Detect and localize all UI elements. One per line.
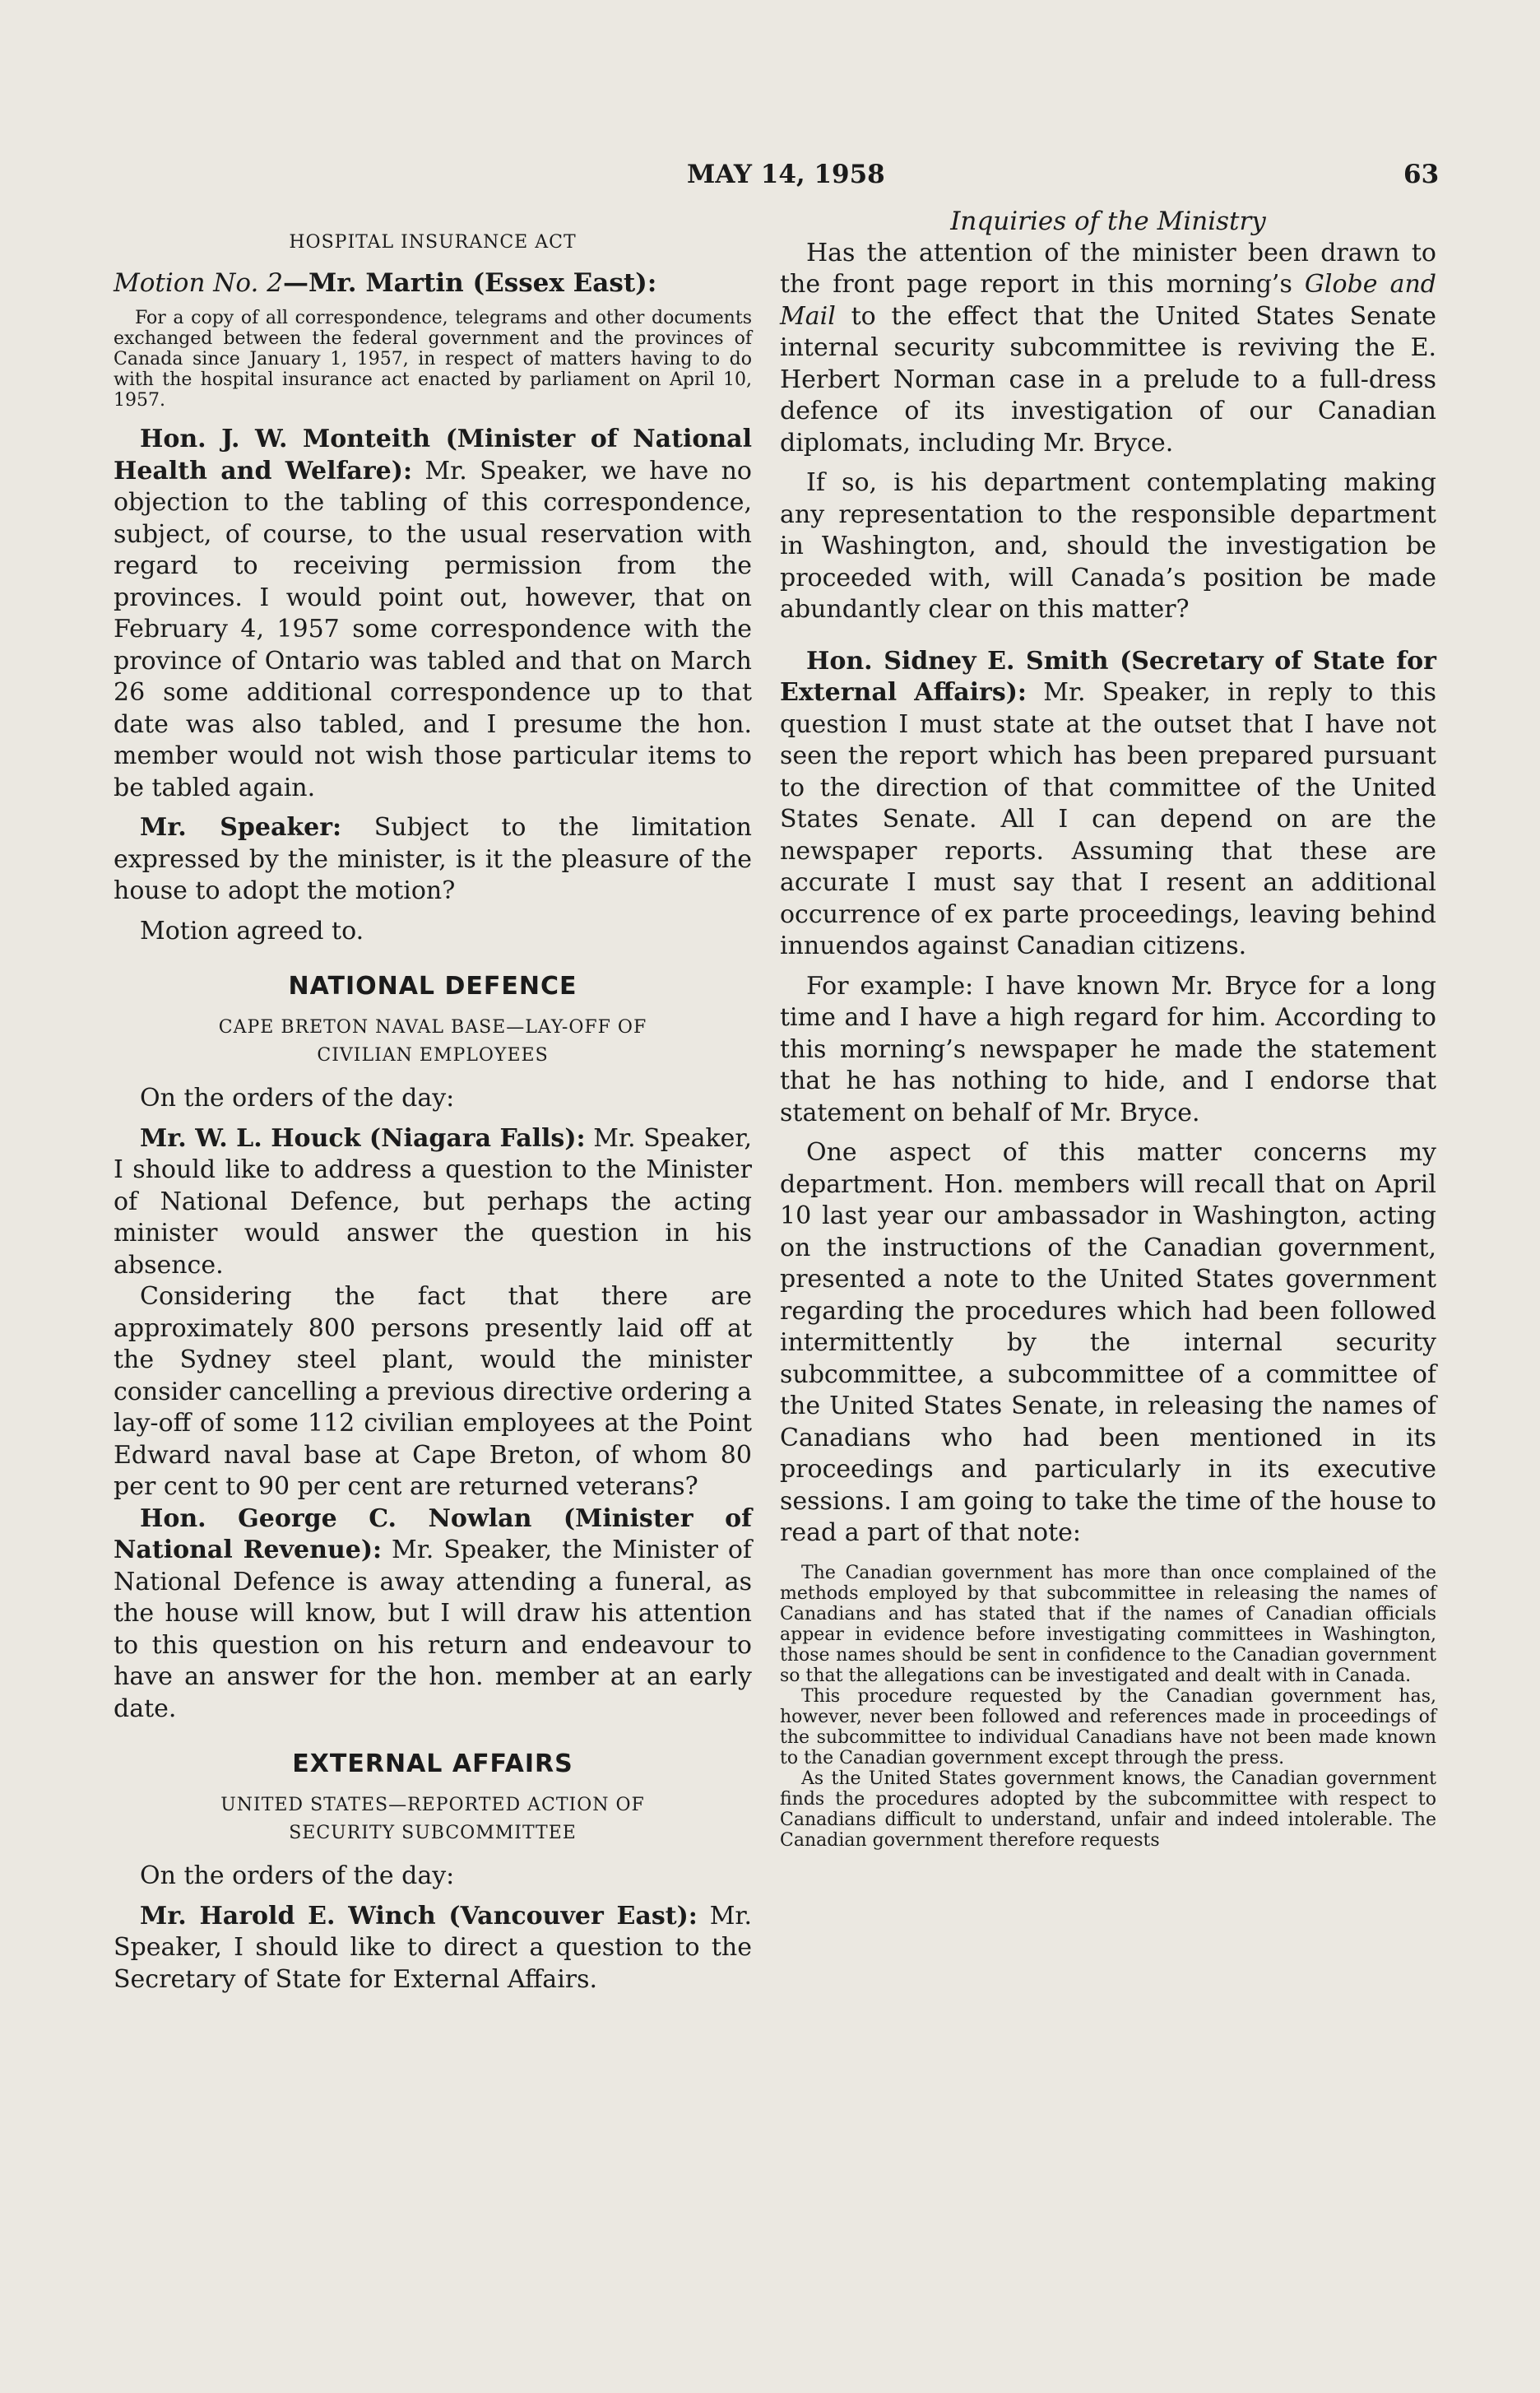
- quoted-note-3: As the United States government knows, the Canadian government finds the procedures adopted by the subcommittee with respect to Canadians difficult to understand, unfair and indeed intolerable. The Canadian government therefore requests: [780, 1768, 1436, 1851]
- question-paragraph-1: [780, 238, 1436, 460]
- monteith-speaker: Hon. J. W. Monteith (Minister of National Health and Welfare):: [114, 425, 752, 486]
- smith-paragraph: [780, 646, 1436, 963]
- houck-speaker: Mr. W. L. Houck (Niagara Falls):: [140, 1123, 586, 1153]
- question-1-before: Has the attention of the minister been drawn to the front page report in this morning’s: [780, 238, 1436, 299]
- orders-of-day-2: On the orders of the day:: [140, 1861, 455, 1890]
- question-paragraph-2: If so, is his department contemplating making any representation to the responsible department in Washington, and, should the investigation be proceeded with, will Canada’s position be made abundantly clear on this matter?: [780, 468, 1436, 624]
- example-paragraph: For example: I have known Mr. Bryce for a long time and I have a high regard for him. According to this morning’s newspaper he made the statement that he has nothing to hide, and I endorse that statement on behalf of Mr. Bryce.: [780, 971, 1436, 1127]
- speaker-label: Mr. Speaker:: [140, 813, 342, 842]
- monteith-text: Mr. Speaker, we have no objection to the tabling of this correspondence, subject, of course, to the usual reservation with regard to receiving permission from the provinces. I would point out, however, that on February 4, 1957 some correspondence with the province of Ontario was tabled and that on March 26 some additional correspondence up to that date was also tabled, and I presume the hon. member would not wish those particular items to be tabled again.: [114, 456, 752, 802]
- smith-text: Mr. Speaker, in reply to this question I must state at the outset that I have not seen the report which has been prepared pursuant to the direction of that committee of the United States Senate. All I can depend on are the newspaper reports. Assuming that these are accurate I must say that I resent an additional occurrence of ex parte proceedings, leaving behind innuendos against Canadian citizens.: [780, 678, 1436, 960]
- national-defence-heading: NATIONAL DEFENCE: [288, 972, 578, 1001]
- motion-agreed: Motion agreed to.: [140, 916, 364, 946]
- quoted-note-1: The Canadian government has more than once complained of the methods employed by that subcommittee in releasing the names of Canadians and has stated that if the names of Canadian officials appear in evidence before investigating committees in Washington, those names should be sent in confidence to the Canadian government so that the allegations can be investigated and dealt with in Canada.: [780, 1562, 1436, 1686]
- question-1-after: to the effect that the United States Senate internal security subcommittee is reviving the E. Herbert Norman case in a prelude to a full-dress defence of its investigation of our Canadian diplomats, including Mr. Bryce.: [780, 301, 1436, 458]
- aspect-paragraph: One aspect of this matter concerns my department. Hon. members will recall that on April 10 last year our ambassador in Washington, acting on the instructions of the Canadian government, presented a note to the United States government regarding the procedures which had been followed intermittently by the internal security subcommittee, a subcommittee of a committee of the United States Senate, in releasing the names of Canadians who had been mentioned in its proceedings and particularly in its executive sessions. I am going to take the time of the house to read a part of that note:: [780, 1138, 1436, 1547]
- hospital-insurance-heading: HOSPITAL INSURANCE ACT: [289, 232, 577, 253]
- motion-text: For a copy of all correspondence, telegrams and other documents exchanged between the federal government and the provinces of Canada since January 1, 1957, in respect of matters having to do with the hospital insurance act enacted by parliament on April 10, 1957.: [114, 308, 752, 411]
- quoted-note-2: This procedure requested by the Canadian government has, however, never been followed and references made in proceedings of the subcommittee to individual Canadians have not been made known to the Canadian government except through the press.: [780, 1685, 1436, 1768]
- winch-paragraph: [114, 1901, 752, 1996]
- motion-line: [114, 267, 752, 300]
- smith-speaker: Hon. Sidney E. Smith (Secretary of State for External Affairs):: [780, 646, 1436, 707]
- globe-and-mail: Globe and Mail: [780, 270, 1436, 331]
- nowlan-speaker: Hon. George C. Nowlan (Minister of National Revenue):: [114, 1503, 752, 1564]
- motion-title: Motion No. 2: [114, 268, 283, 298]
- nowlan-paragraph: [114, 1503, 752, 1726]
- winch-speaker: Mr. Harold E. Winch (Vancouver East):: [140, 1901, 698, 1931]
- houck-text: Mr. Speaker, I should like to address a question to the Minister of National Defence, but perhaps the acting minister would answer the question in his absence.: [114, 1123, 753, 1280]
- speaker-text: Subject to the limitation expressed by the minister, is it the pleasure of the house to adopt the motion?: [114, 813, 752, 905]
- right-column: [780, 206, 1436, 1851]
- winch-text: Mr. Speaker, I should like to direct a question to the Secretary of State for External Affairs.: [114, 1901, 752, 1994]
- page-date: MAY 14, 1958: [687, 160, 885, 189]
- cape-breton-subheading-1: CAPE BRETON NAVAL BASE—LAY-OFF OF: [218, 1017, 647, 1038]
- page-number: 63: [1403, 160, 1440, 189]
- security-subheading-1: UNITED STATES—REPORTED ACTION OF: [220, 1795, 645, 1815]
- monteith-paragraph: [114, 424, 752, 804]
- orders-of-day-1: On the orders of the day:: [140, 1084, 455, 1113]
- cape-breton-subheading-2: CIVILIAN EMPLOYEES: [317, 1045, 549, 1066]
- nowlan-text: Mr. Speaker, the Minister of National Defence is away attending a funeral, as the house will know, but I will draw his attention to this question on his return and endeavour to have an answer for the hon. member at an early date.: [114, 1536, 752, 1723]
- left-column: [114, 206, 752, 1996]
- running-head: [0, 153, 1540, 194]
- motion-mover: —Mr. Martin (Essex East):: [282, 268, 657, 298]
- houck-paragraph: [114, 1123, 752, 1282]
- security-subheading-2: SECURITY SUBCOMMITTEE: [289, 1823, 577, 1843]
- houck-paragraph-2: Considering the fact that there are approximately 800 persons presently laid off at the Sydney steel plant, would the minister consider cancelling a previous directive ordering a lay-off of some 112 civilian employees at the Point Edward naval base at Cape Breton, of whom 80 per cent to 90 per cent are returned veterans?: [114, 1282, 752, 1501]
- external-affairs-heading: EXTERNAL AFFAIRS: [292, 1749, 573, 1778]
- inquiries-heading: Inquiries of the Ministry: [950, 207, 1266, 236]
- speaker-paragraph: [114, 812, 752, 908]
